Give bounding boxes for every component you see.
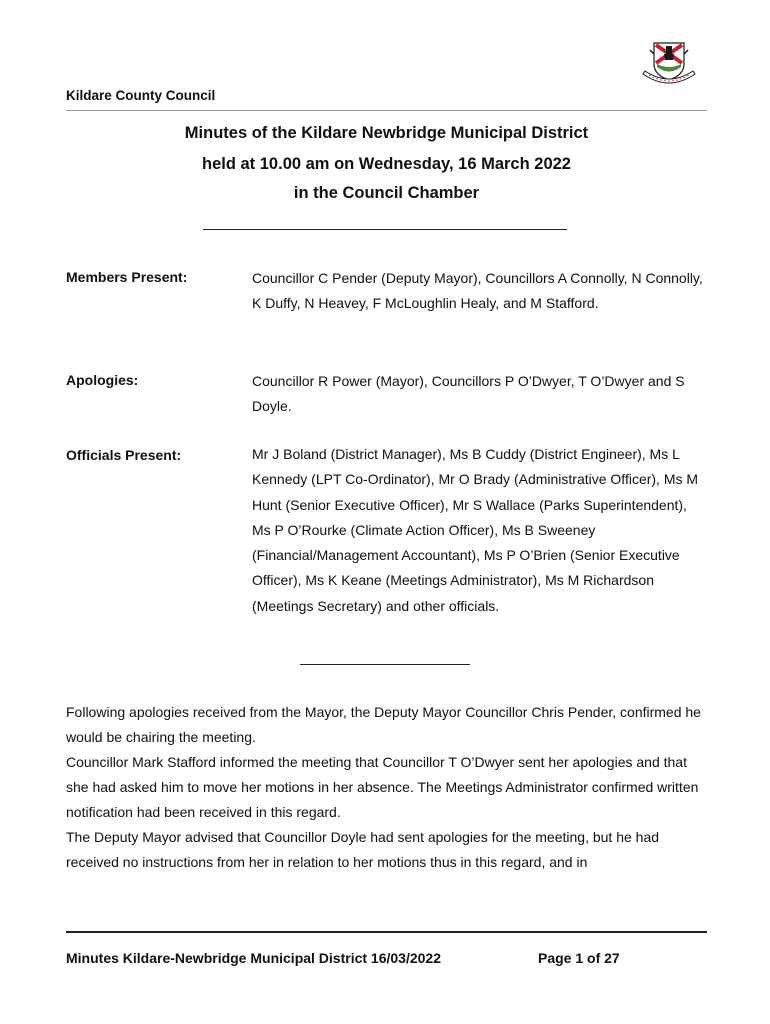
organisation-name: Kildare County Council — [66, 88, 216, 103]
body-paragraph-3: The Deputy Mayor advised that Councillor Doyle had sent apologies for the meeting, but he had received no instructions from her in relation to her motions thus in this regard, and in — [66, 829, 660, 870]
members-present-label: Members Present: — [66, 269, 188, 285]
footer-page-number: Page 1 of 27 — [538, 950, 620, 966]
officials-present-label: Officials Present: — [66, 447, 182, 463]
title-underline — [203, 229, 567, 230]
document-title-line-1: Minutes of the Kildare Newbridge Municipal District — [184, 124, 589, 142]
body-paragraph-1: Following apologies received from the Mayor, the Deputy Mayor Councillor Chris Pender, confirmed he would be chairing the meeting. — [66, 704, 701, 745]
header-divider — [66, 110, 707, 111]
apologies-label: Apologies: — [66, 372, 139, 388]
officials-present-value: Mr J Boland (District Manager), Ms B Cuddy (District Engineer), Ms L Kennedy (LPT Co-Ordinator), Mr O Brady (Administrative Officer), Ms M Hunt (Senior Executive Officer), Mr S Wallace (Parks Superintendent), Ms P O’Rourke (Climate Action Officer), Ms B Sweeney (Financial/Management Accountant), Ms P O’Brien (Senior Executive Officer), Ms K Keane (Meetings Administrator), Ms M Richardson (Meetings Secretary) and other officials. — [252, 446, 699, 614]
body-paragraph-2: Councillor Mark Stafford informed the meeting that Councillor T O’Dwyer sent her apologies and that she had asked him to move her motions in her absence. The Meetings Administrator confirmed written notification had been received in this regard. — [66, 754, 699, 820]
footer-document-label: Minutes Kildare-Newbridge Municipal District 16/03/2022 — [66, 950, 441, 966]
section-separator — [300, 664, 470, 665]
document-title-line-2: held at 10.00 am on Wednesday, 16 March 2022 — [202, 155, 571, 173]
document-title-line-3: in the Council Chamber — [293, 184, 480, 202]
footer-divider — [66, 931, 707, 933]
members-present-value: Councillor C Pender (Deputy Mayor), Councillors A Connolly, N Connolly, K Duffy, N Heavey, F McLoughlin Healy, and M Stafford. — [252, 270, 703, 312]
council-crest-icon — [640, 40, 698, 90]
apologies-value: Councillor R Power (Mayor), Councillors P O’Dwyer, T O’Dwyer and S Doyle. — [252, 373, 685, 415]
